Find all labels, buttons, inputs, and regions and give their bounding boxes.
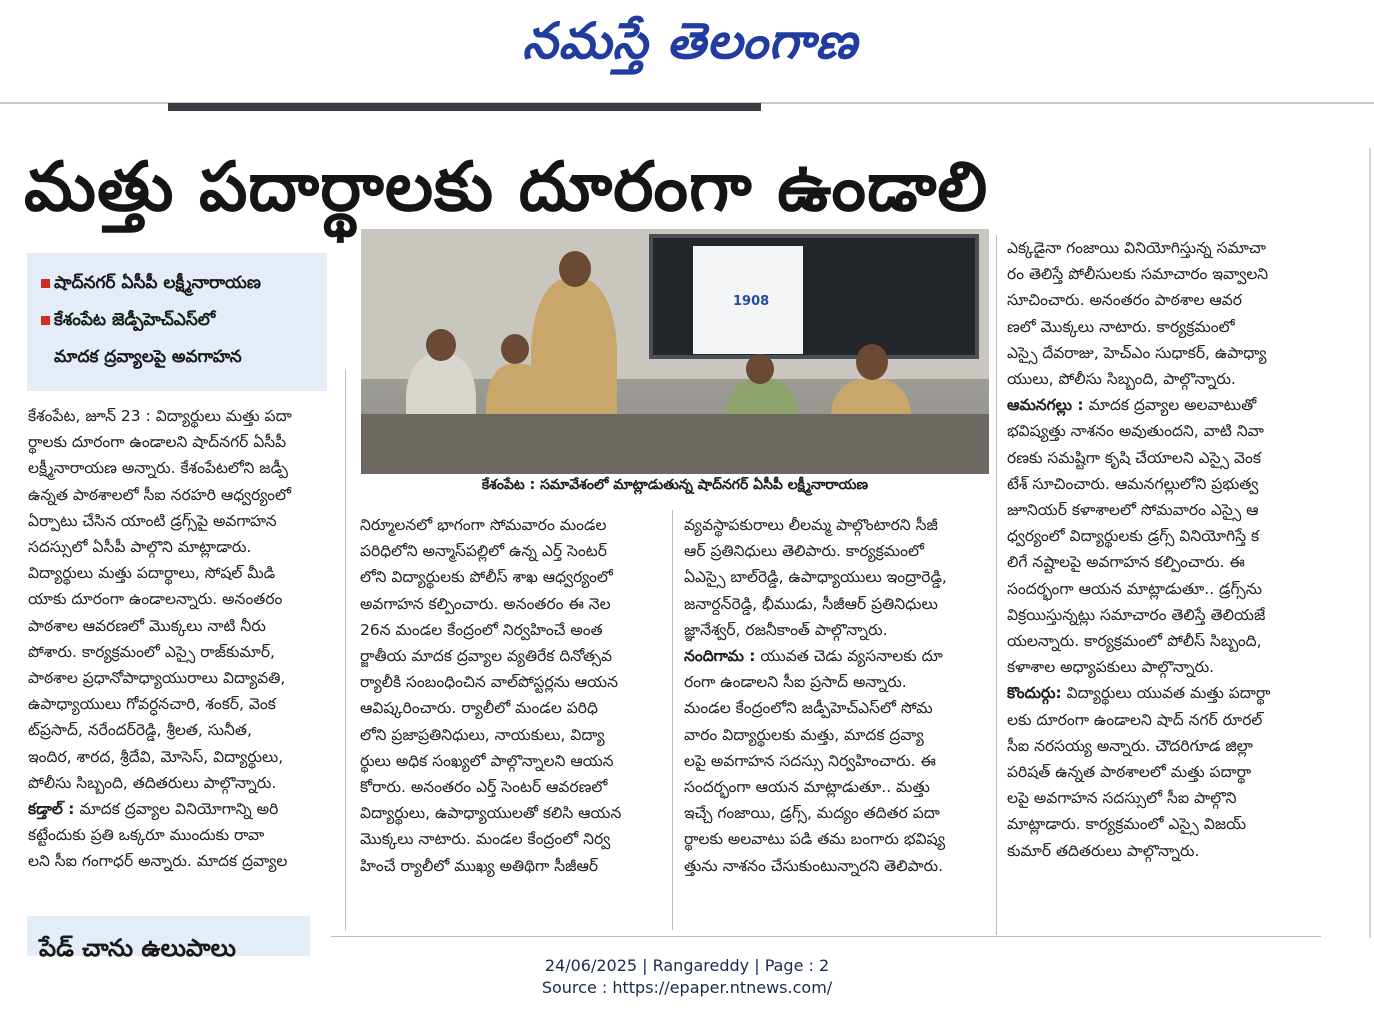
footer-source-link[interactable]: Source : https://epaper.ntnews.com/ — [541, 978, 833, 997]
page-side-rule — [1369, 148, 1371, 938]
dateline-amanagallu: ఆమనగల్లు : — [1007, 396, 1084, 415]
dateline-nandigama: నందిగామ : — [684, 647, 756, 666]
bullet-square-icon — [41, 316, 50, 325]
column-divider — [996, 235, 997, 935]
article-column-3: వ్యవస్థాపకురాలు లీలమ్మ పాల్గొంటారని సీజీ ఆర్ ప్రతినిధులు తెలిపారు. కార్యక్రమంలో ఏఎస్సై బాల్‌రెడ్డి, ఉపాధ్యాయులు ఇంద్రారెడ్డి, జనార్దన్‌రెడ్డి, భీముడు, సీజీఆర్ ప్రతినిధులు జ్ఞానేశ్వర్, రజనీకాంత్ పాల్గొన్నారు. నందిగామ : యువత చెడు వ్యసనాలకు దూ రంగా ఉండాలని సీఐ ప్రసాద్ అన్నారు. మండల కేంద్రంలోని జడ్పీహెచ్ఎస్‌లో సోమ వారం విద్యార్థులకు మత్తు, మాదక ద్రవ్యా లపై అవగాహన సదస్సు నిర్వహించారు. ఈ సందర్భంగా ఆయన మాట్లాడుతూ.. మత్తు ఇచ్చే గంజాయి, డ్రగ్స్, మద్యం తదితర పదా ర్థాలకు అలవాటు పడి తమ బంగారు భవిష్య త్తును నాశనం చేసుకుంటున్నారని తెలిపారు. — [684, 516, 947, 875]
article-column-2: నిర్మూలనలో భాగంగా సోమవారం మండల పరిధిలోని అన్మాస్‌పల్లిలో ఉన్న ఎర్త్ సెంటర్ లోని విద్యార్థులకు పోలీస్ శాఖ ఆధ్వర్యంలో అవగాహన కల్పించారు. అనంతరం ఈ నెల 26న మండల కేంద్రంలో నిర్వహించే అంత ర్జాతీయ మాదక ద్రవ్యాల వ్యతిరేక దినోత్సవ ర్యాలీకి సంబంధించిన వాల్‌పోస్టర్లను ఆయన ఆవిష్కరించారు. ర్యాలీలో మండల పరిధి లోని ప్రజాప్రతినిధులు, నాయకులు, విద్యా ర్థులు అధిక సంఖ్యలో పాల్గొన్నాలని ఆయన కోరారు. అనంతరం ఎర్త్ సెంటర్ ఆవరణలో విద్యార్థులు, ఉపాధ్యాయులతో కలిసి ఆయన మొక్కలు నాటారు. మండల కేంద్రంలో నిర్వ హించే ర్యాలీలో ముఖ్య అతిథిగా సీజీఆర్ — [360, 516, 622, 875]
article-highlights-box — [27, 253, 327, 391]
article-column-1: కేశంపేట, జూన్ 23 : విద్యార్థులు మత్తు పదా ర్థాలకు దూరంగా ఉండాలని షాద్‌నగర్ ఏసీపీ లక్ష్మీనారాయణ అన్నారు. కేశంపేటలోని జడ్పీ ఉన్నత పాఠశాలలో సీఐ నరహరి ఆధ్వర్యంలో ఏర్పాటు చేసిన యాంటి డ్రగ్స్‌పై అవగాహన సదస్సులో ఏసీపీ పాల్గొని మాట్లాడారు. విద్యార్థులు మత్తు పదార్థాలు, సోషల్ మీడి యాకు దూరంగా ఉండాలన్నారు. అనంతరం పాఠశాల ఆవరణలో మొక్కలు నాటి నీరు పోశారు. కార్యక్రమంలో ఎస్సై రాజ్‌కుమార్, పాఠశాల ప్రధానోపాధ్యాయురాలు విద్యావతి, ఉపాధ్యాయులు గోవర్ధనచారి, శంకర్, వెంక ట్‌ప్రసాద్, నరేందర్‌రెడ్డి, శ్రీలత, సునీత, ఇందిర, శారద, శ్రీదేవి, మోసెస్, విద్యార్థులు, పోలీసు సిబ్బంది, తదితరులు పాల్గొన్నారు. కడ్తాల్ : మాదక ద్రవ్యాల వినియోగాన్ని అరి కట్టేందుకు ప్రతి ఒక్కరూ ముందుకు రావా లని సీఐ గంగాధర్ అన్నారు. మాదక ద్రవ్యాల — [28, 407, 292, 871]
article-photo — [361, 229, 989, 467]
masthead-accent-bar — [168, 103, 761, 111]
highlight-item: మాదక ద్రవ్యాలపై అవగాహన — [54, 347, 242, 367]
photo-table — [361, 414, 989, 474]
column-divider — [345, 370, 346, 930]
next-article-headline-fragment: పేడ్ చాను ఉలుపాలు — [39, 934, 236, 962]
article-headline: మత్తు పదార్థాలకు దూరంగా ఉండాలి — [24, 148, 989, 227]
epaper-footer — [0, 955, 1374, 999]
dateline-kondurgu: కొందుర్గు: — [1007, 684, 1062, 703]
footer-date-page: 24/06/2025 | Rangareddy | Page : 2 — [544, 956, 830, 975]
photo-projection-screen — [649, 234, 979, 359]
masthead — [0, 0, 1374, 100]
highlight-item: షాద్‌నగర్ ఏసీపీ లక్ష్మీనారాయణ — [41, 265, 317, 302]
bullet-square-icon — [41, 279, 50, 288]
photo-screen-number: 1908 — [733, 294, 770, 309]
dateline-kadthal: కడ్తాల్ : — [28, 800, 75, 819]
next-article-box — [27, 916, 310, 962]
article-column-4: ఎక్కడైనా గంజాయి వినియోగిస్తున్న సమాచా రం తెలిస్తే పోలీసులకు సమాచారం ఇవ్వాలని సూచించారు. అనంతరం పాఠశాల ఆవర ణలో మొక్కలు నాటారు. కార్యక్రమంలో ఎస్సై దేవరాజు, హెచ్ఎం సుధాకర్, ఉపాధ్యా యులు, పోలీసు సిబ్బంది, పాల్గొన్నారు. ఆమనగల్లు : మాదక ద్రవ్యాల అలవాటుతో భవిష్యత్తు నాశనం అవుతుందని, వాటి నివా రణకు సమష్టిగా కృషి చేయాలని ఎస్సై వెంక టేశ్ సూచించారు. ఆమనగల్లులోని ప్రభుత్వ జూనియర్ కళాశాలలో సోమవారం ఎస్సై ఆ ధ్వర్యంలో విద్యార్థులకు డ్రగ్స్ వినియోగిస్తే క లిగే నష్టాలపై అవగాహన కల్పించారు. ఈ సందర్భంగా ఆయన మాట్లాడుతూ.. డ్రగ్స్‌ను విక్రయిస్తున్నట్లు సమాచారం తెలిస్తే తెలియజే యలన్నారు. కార్యక్రమంలో పోలీస్ సిబ్బంది, కళాశాల అధ్యాపకులు పాల్గొన్నారు. కొందుర్గు: విద్యార్థులు యువత మత్తు పదార్థా లకు దూరంగా ఉండాలని షాద్ నగర్ రూరల్ సీఐ నరసయ్య అన్నారు. చౌదరిగూడ జిల్లా పరిషత్ ఉన్నత పాఠశాలలో మత్తు పదార్థా లపై అవగాహన సదస్సులో సీఐ పాల్గొని మాట్లాడారు. కార్యక్రమంలో ఎస్సై విజయ్ కుమార్ తదితరులు పాల్గొన్నారు. — [1007, 239, 1271, 860]
highlight-item: కేశంపేట జెడ్పీహెచ్ఎస్‌లో — [41, 302, 317, 339]
column-divider — [672, 510, 673, 930]
article-clip — [0, 140, 1344, 962]
next-article-divider — [331, 936, 1321, 937]
newspaper-logo: నమస్తే తెలంగాణ — [522, 11, 858, 70]
photo-caption: కేశంపేట : సమావేశంలో మాట్లాడుతున్న షాద్‌నగర్ ఏసీపీ లక్ష్మీనారాయణ — [481, 477, 869, 493]
